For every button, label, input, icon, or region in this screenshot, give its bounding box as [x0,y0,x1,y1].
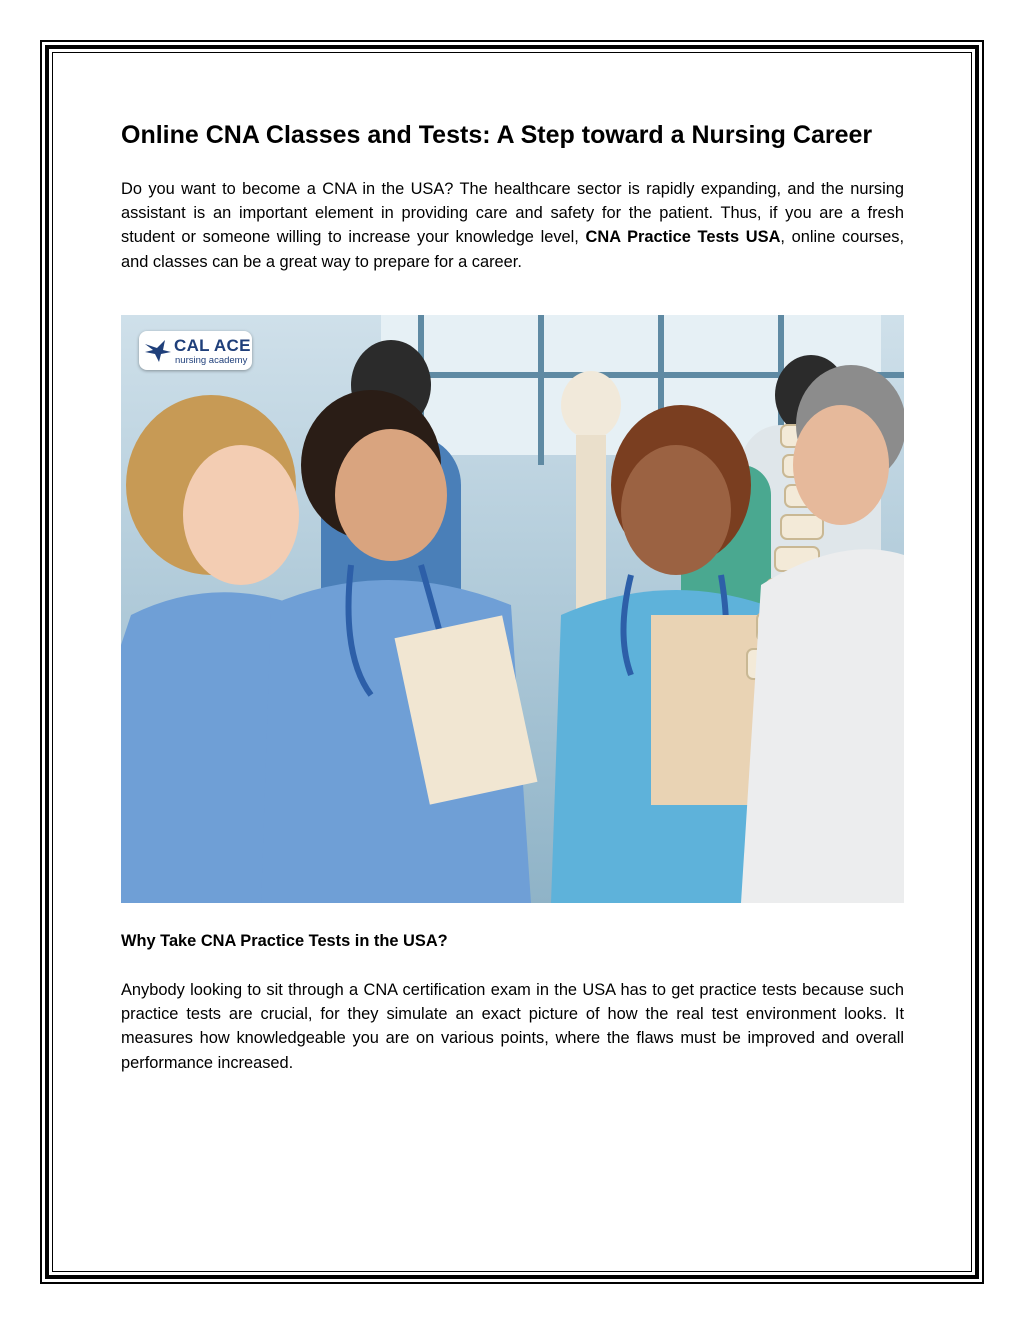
intro-text-after: , online courses, and classes can be a great way to prepare for a career. [121,228,904,271]
page-title: Online CNA Classes and Tests: A Step toward a Nursing Career [121,121,873,149]
article-header [121,118,904,274]
nursing-students-photo [121,315,904,903]
cal-ace-logo [139,331,252,370]
intro-paragraph [121,177,904,274]
eagle-icon [143,338,173,364]
logo-subtitle: nursing academy [175,355,248,366]
section-heading: Why Take CNA Practice Tests in the USA? [121,932,448,950]
section-content [121,978,904,1075]
intro-bold-phrase: CNA Practice Tests USA [585,228,781,247]
intro-text-before: Do you want to become a CNA in the USA? The healthcare sector is rapidly expanding, and the nursing assistant is an important element in providing care and safety for the patient. Thus, if you are a fresh student or someone willing to increase your knowledge level, [121,180,904,247]
section-paragraph: Anybody looking to sit through a CNA certification exam in the USA has to get practice tests because such practice tests are crucial, for they simulate an exact picture of how the real test environment looks. It measures how knowledgeable you are on various points, where the flaws must be improved and overall performance increased. [121,981,904,1072]
logo-brand: CAL ACE [174,336,251,355]
